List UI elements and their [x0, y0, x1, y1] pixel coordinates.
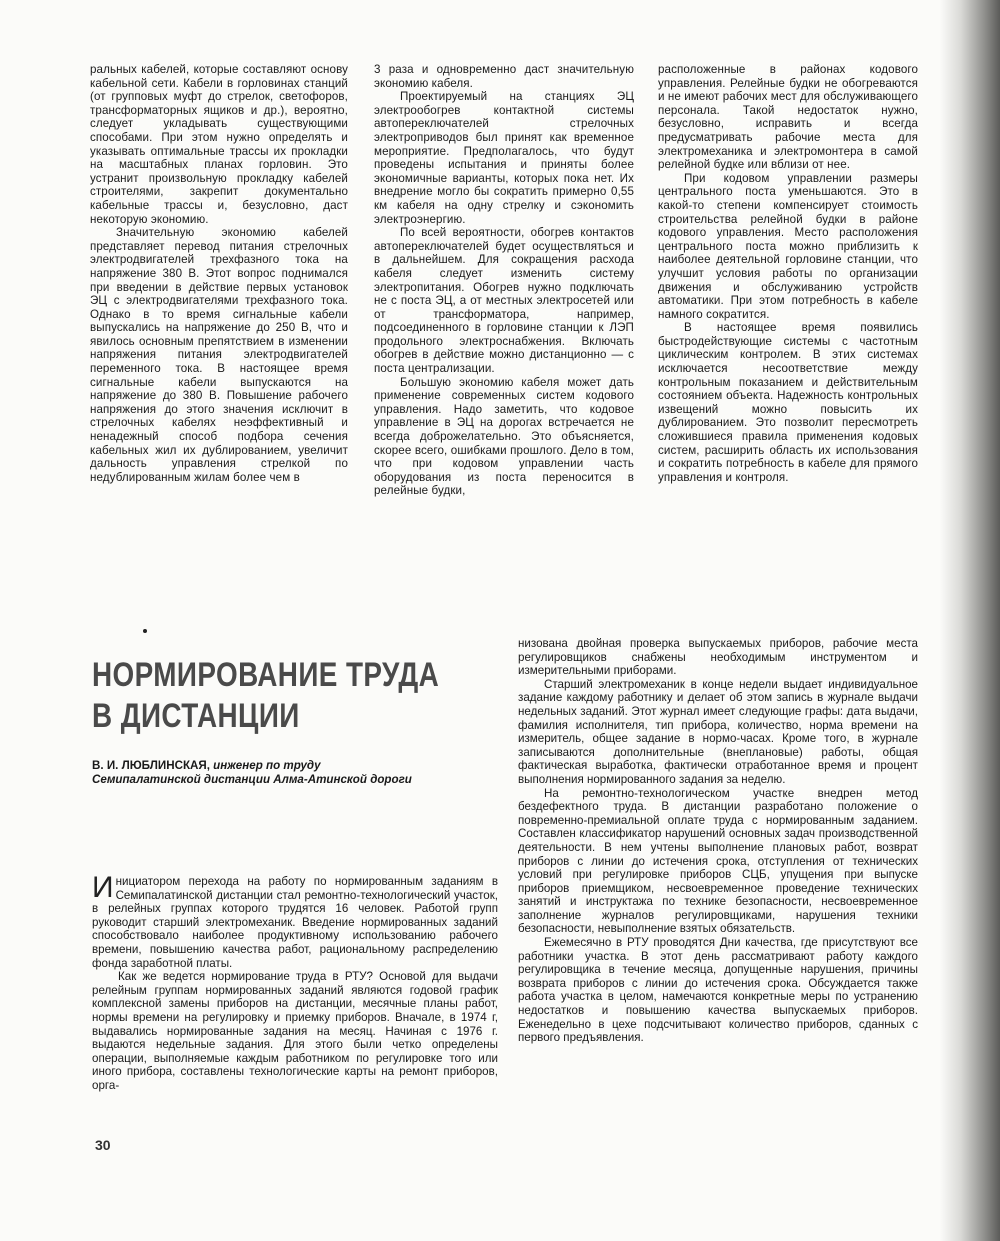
- paragraph: Проектируемый на станциях ЭЦ электрообогрев контактной системы автопереключателей стрелочных электроприводов был принят как временное мероприятие. Предполагалось, что будут проведены испытания и приняты более экономичные варианты, которых пока нет. Их внедрение могло бы сократить примерно 0,55 км кабеля на одну стрелку и сэкономить электроэнергию.: [374, 90, 634, 226]
- article-column-left: [92, 871, 498, 1093]
- paragraph: Значительную экономию кабелей представляет перевод питания стрелочных электродвигателей трехфазного тока на напряжение 380 В. Этот вопрос поднимался при введении в действие первых установок ЭЦ с электродвигателями трехфазного тока. Однако в то время сигнальные кабели выпускались на напряжение до 250 В, что и явилось основным препятствием в изменении напряжения питания электродвигателей переменного тока. В настоящее время сигнальные кабели выпускаются на напряжение до 380 В. Повышение рабочего напряжения до этого значения исключит в стрелочных кабелях неэффективный и ненадежный способ подбора сечения кабельных жил их дублированием, увеличит дальность управления стрелкой по недублированным жилам более чем в: [90, 226, 348, 484]
- drop-cap: И: [92, 871, 114, 904]
- paragraph: В настоящее время появились быстродействующие системы с частотным циклическим контролем. В этих системах исключается несоответствие между контрольным показанием и действительным состоянием объекта. Надежность контрольных извещений можно повысить их дублированием. Это позволит пересмотреть сложившиеся правила применения кодовых систем, расширить область их использования и сократить потребность в кабеле для прямого управления и контроля.: [658, 321, 918, 484]
- top-column-2: [374, 63, 634, 498]
- author-affiliation: Семипалатинской дистанции Алма-Атинской дороги: [92, 773, 412, 786]
- paragraph: ральных кабелей, которые составляют основу кабельной сети. Кабели в горловинах станций (от групповых муфт до стрелок, светофоров, трансформаторных ящиков и др.), вероятно, следует укладывать существующими способами. При этом нужно определять и указывать оптимальные трассы их прокладки на масштабных планах горловин. Это устранит произвольную прокладку кабелей строителями, закрепит документально кабельные трассы и, безусловно, даст некоторую экономию.: [90, 63, 348, 226]
- author-name: В. И. ЛЮБЛИНСКАЯ,: [92, 759, 210, 772]
- top-column-1: [90, 63, 348, 484]
- article-title-line-1: НОРМИРОВАНИЕ ТРУДА: [92, 656, 440, 694]
- paragraph: По всей вероятности, обогрев контактов автопереключателей будет осуществляться и в дальнейшем. Для сокращения расхода кабеля следует изменить систему электропитания. Обогрев нужно подключать не с поста ЭЦ, а от местных электросетей или от трансформатора, например, подсоединенного в горловине станции к ЛЭП продольного электроснабжения. Включать обогрев в действие можно дистанционно — с поста централизации.: [374, 226, 634, 376]
- page-edge-shadow: [940, 0, 1000, 1241]
- article-title-line-2: В ДИСТАНЦИИ: [92, 697, 300, 735]
- article-title: [92, 655, 440, 737]
- paragraph: Старший электромеханик в конце недели выдает индивидуальное задание каждому работнику и делает об этом запись в журнале выдачи недельных заданий. Этот журнал имеет следующие графы: дата выдачи, фамилия исполнителя, тип прибора, количество, норма времени на измеритель, общее задание в нормо-часах. Кроме того, в журнале записываются дополнительные (внеплановые) работы, общая фактическая выработка, фактически отработанное время и процент выполнения нормированного задания за неделю.: [518, 677, 918, 786]
- paragraph: 3 раза и одновременно даст значительную экономию кабеля.: [374, 63, 634, 90]
- article-byline: [92, 759, 512, 787]
- paragraph: Ежемесячно в РТУ проводятся Дни качества, где присутствуют все работники участка. В этот день рассматривают работу каждого регулировщика в течение месяца, допущенные нарушения, причины возврата приборов с линии до истечения срока. Обсуждается также работа участка в целом, намечаются конкретные меры по устранению недостатков и повышению качества выпускаемых приборов. Еженедельно в цехе подсчитывают количество приборов, сданных с первого предъявления.: [518, 936, 918, 1045]
- author-role: инженер по труду: [209, 759, 321, 772]
- paragraph: низована двойная проверка выпускаемых приборов, рабочие места регулировщиков снабжены необходимым инструментом и измерительными приборами.: [518, 637, 918, 678]
- paragraph: Инициатором перехода на работу по нормированным заданиям в Семипалатинской дистанции стал ремонтно-технологический участок, в релейных группах которого трудятся 16 человек. Работой групп руководит старший электромеханик. Введение нормированных заданий способствовало наиболее продуктивному использованию рабочего времени, повышению качества работ, рациональному распределению фонда заработной платы.: [92, 871, 498, 970]
- paragraph: При кодовом управлении размеры центрального поста уменьшаются. Это в какой-то степени компенсирует стоимость строительства релейной будки в районе кодового управления. Место расположения центрального поста можно приблизить к наиболее деятельной горловине станции, что улучшит условия работы по организации движения и обслуживанию устройств автоматики. При этом потребность в кабеле намного сократится.: [658, 171, 918, 321]
- article-column-right: [518, 637, 918, 1045]
- page-number: 30: [95, 1137, 111, 1153]
- paragraph: На ремонтно-технологическом участке внедрен метод бездефектного труда. В дистанции разработано положение о повременно-премиальной оплате труда с нормированным заданием. Составлен классификатор нарушений основных задач производственной деятельности. В нем учтены выполнение плановых работ, возврат приборов с линии до истечения срока, отступления от технических условий при регулировке приборов СЦБ, упущения при выпуске приборов приемщиком, несвоевременное проведение технических занятий и инструктажа по технике безопасности, несвоевременное заполнение журналов регулировщиками, нарушения техники безопасности, невыполнение взятых обязательств.: [518, 786, 918, 936]
- top-column-3: [658, 63, 918, 484]
- paragraph: Как же ведется нормирование труда в РТУ? Основой для выдачи релейным группам нормированных заданий являются годовой график комплексной замены приборов на дистанции, месячные планы работ, нормы времени на регулировку и приемку приборов. Вначале, в 1974 г, выдавались нормированные задания на месяц. Начиная с 1976 г. выдаются недельные задания. Для этого были четко определены операции, выполняемые каждым работником по регулировке того или иного прибора, составлены технологические карты на ремонт приборов, орга-: [92, 970, 498, 1092]
- paragraph: Большую экономию кабеля может дать применение современных систем кодового управления. Надо заметить, что кодовое управление в ЭЦ на дорогах встречается не всегда доброжелательно. Это объясняется, скорее всего, ошибками прошлого. Дело в том, что при кодовом управлении часть оборудования из поста переносится в релейные будки,: [374, 375, 634, 498]
- paragraph: расположенные в районах кодового управления. Релейные будки не обогреваются и не имеют рабочих мест для обслуживающего персонала. Такой недостаток нужно, безусловно, исправить и всегда предусматривать рабочие места для электромеханика и электромонтера в самой релейной будке или вблизи от нее.: [658, 63, 919, 172]
- decorative-dot: [143, 629, 147, 633]
